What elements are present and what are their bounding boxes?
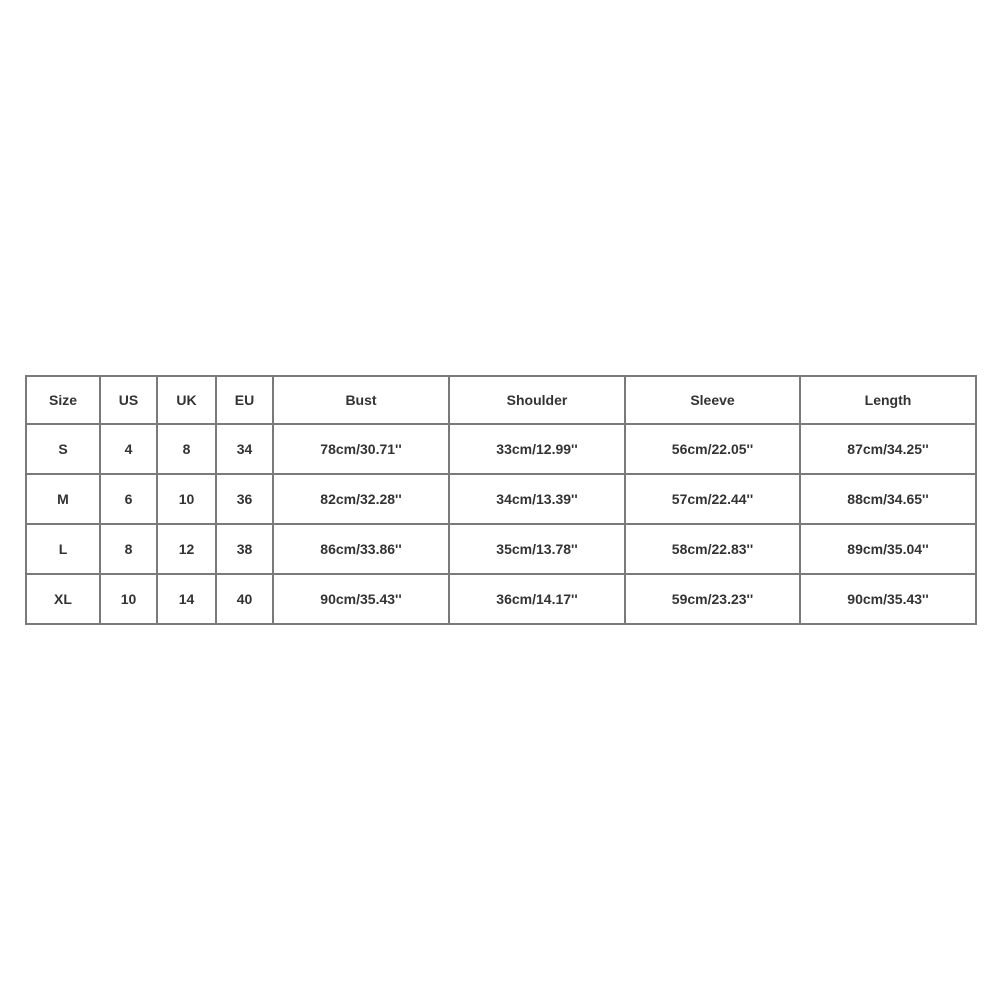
cell-shoulder: 36cm/14.17'' (449, 574, 625, 624)
header-size: Size (26, 376, 100, 424)
cell-sleeve: 56cm/22.05'' (625, 424, 800, 474)
cell-size: XL (26, 574, 100, 624)
table-row (26, 524, 976, 574)
header-eu: EU (216, 376, 273, 424)
header-us: US (100, 376, 157, 424)
cell-size: L (26, 524, 100, 574)
cell-eu: 38 (216, 524, 273, 574)
cell-sleeve: 57cm/22.44'' (625, 474, 800, 524)
cell-sleeve: 58cm/22.83'' (625, 524, 800, 574)
cell-size: M (26, 474, 100, 524)
header-uk: UK (157, 376, 216, 424)
cell-uk: 14 (157, 574, 216, 624)
cell-shoulder: 35cm/13.78'' (449, 524, 625, 574)
header-length: Length (800, 376, 976, 424)
cell-shoulder: 34cm/13.39'' (449, 474, 625, 524)
cell-shoulder: 33cm/12.99'' (449, 424, 625, 474)
table-row (26, 474, 976, 524)
header-bust: Bust (273, 376, 449, 424)
cell-length: 90cm/35.43'' (800, 574, 976, 624)
cell-bust: 86cm/33.86'' (273, 524, 449, 574)
cell-size: S (26, 424, 100, 474)
cell-us: 8 (100, 524, 157, 574)
cell-bust: 90cm/35.43'' (273, 574, 449, 624)
cell-eu: 36 (216, 474, 273, 524)
table-row (26, 424, 976, 474)
cell-length: 87cm/34.25'' (800, 424, 976, 474)
cell-eu: 34 (216, 424, 273, 474)
cell-us: 4 (100, 424, 157, 474)
header-row (26, 376, 976, 424)
cell-uk: 12 (157, 524, 216, 574)
table-row (26, 574, 976, 624)
cell-bust: 82cm/32.28'' (273, 474, 449, 524)
cell-length: 89cm/35.04'' (800, 524, 976, 574)
cell-us: 6 (100, 474, 157, 524)
cell-bust: 78cm/30.71'' (273, 424, 449, 474)
size-chart-table (25, 375, 977, 625)
cell-sleeve: 59cm/23.23'' (625, 574, 800, 624)
cell-eu: 40 (216, 574, 273, 624)
cell-us: 10 (100, 574, 157, 624)
header-sleeve: Sleeve (625, 376, 800, 424)
cell-length: 88cm/34.65'' (800, 474, 976, 524)
header-shoulder: Shoulder (449, 376, 625, 424)
cell-uk: 10 (157, 474, 216, 524)
cell-uk: 8 (157, 424, 216, 474)
